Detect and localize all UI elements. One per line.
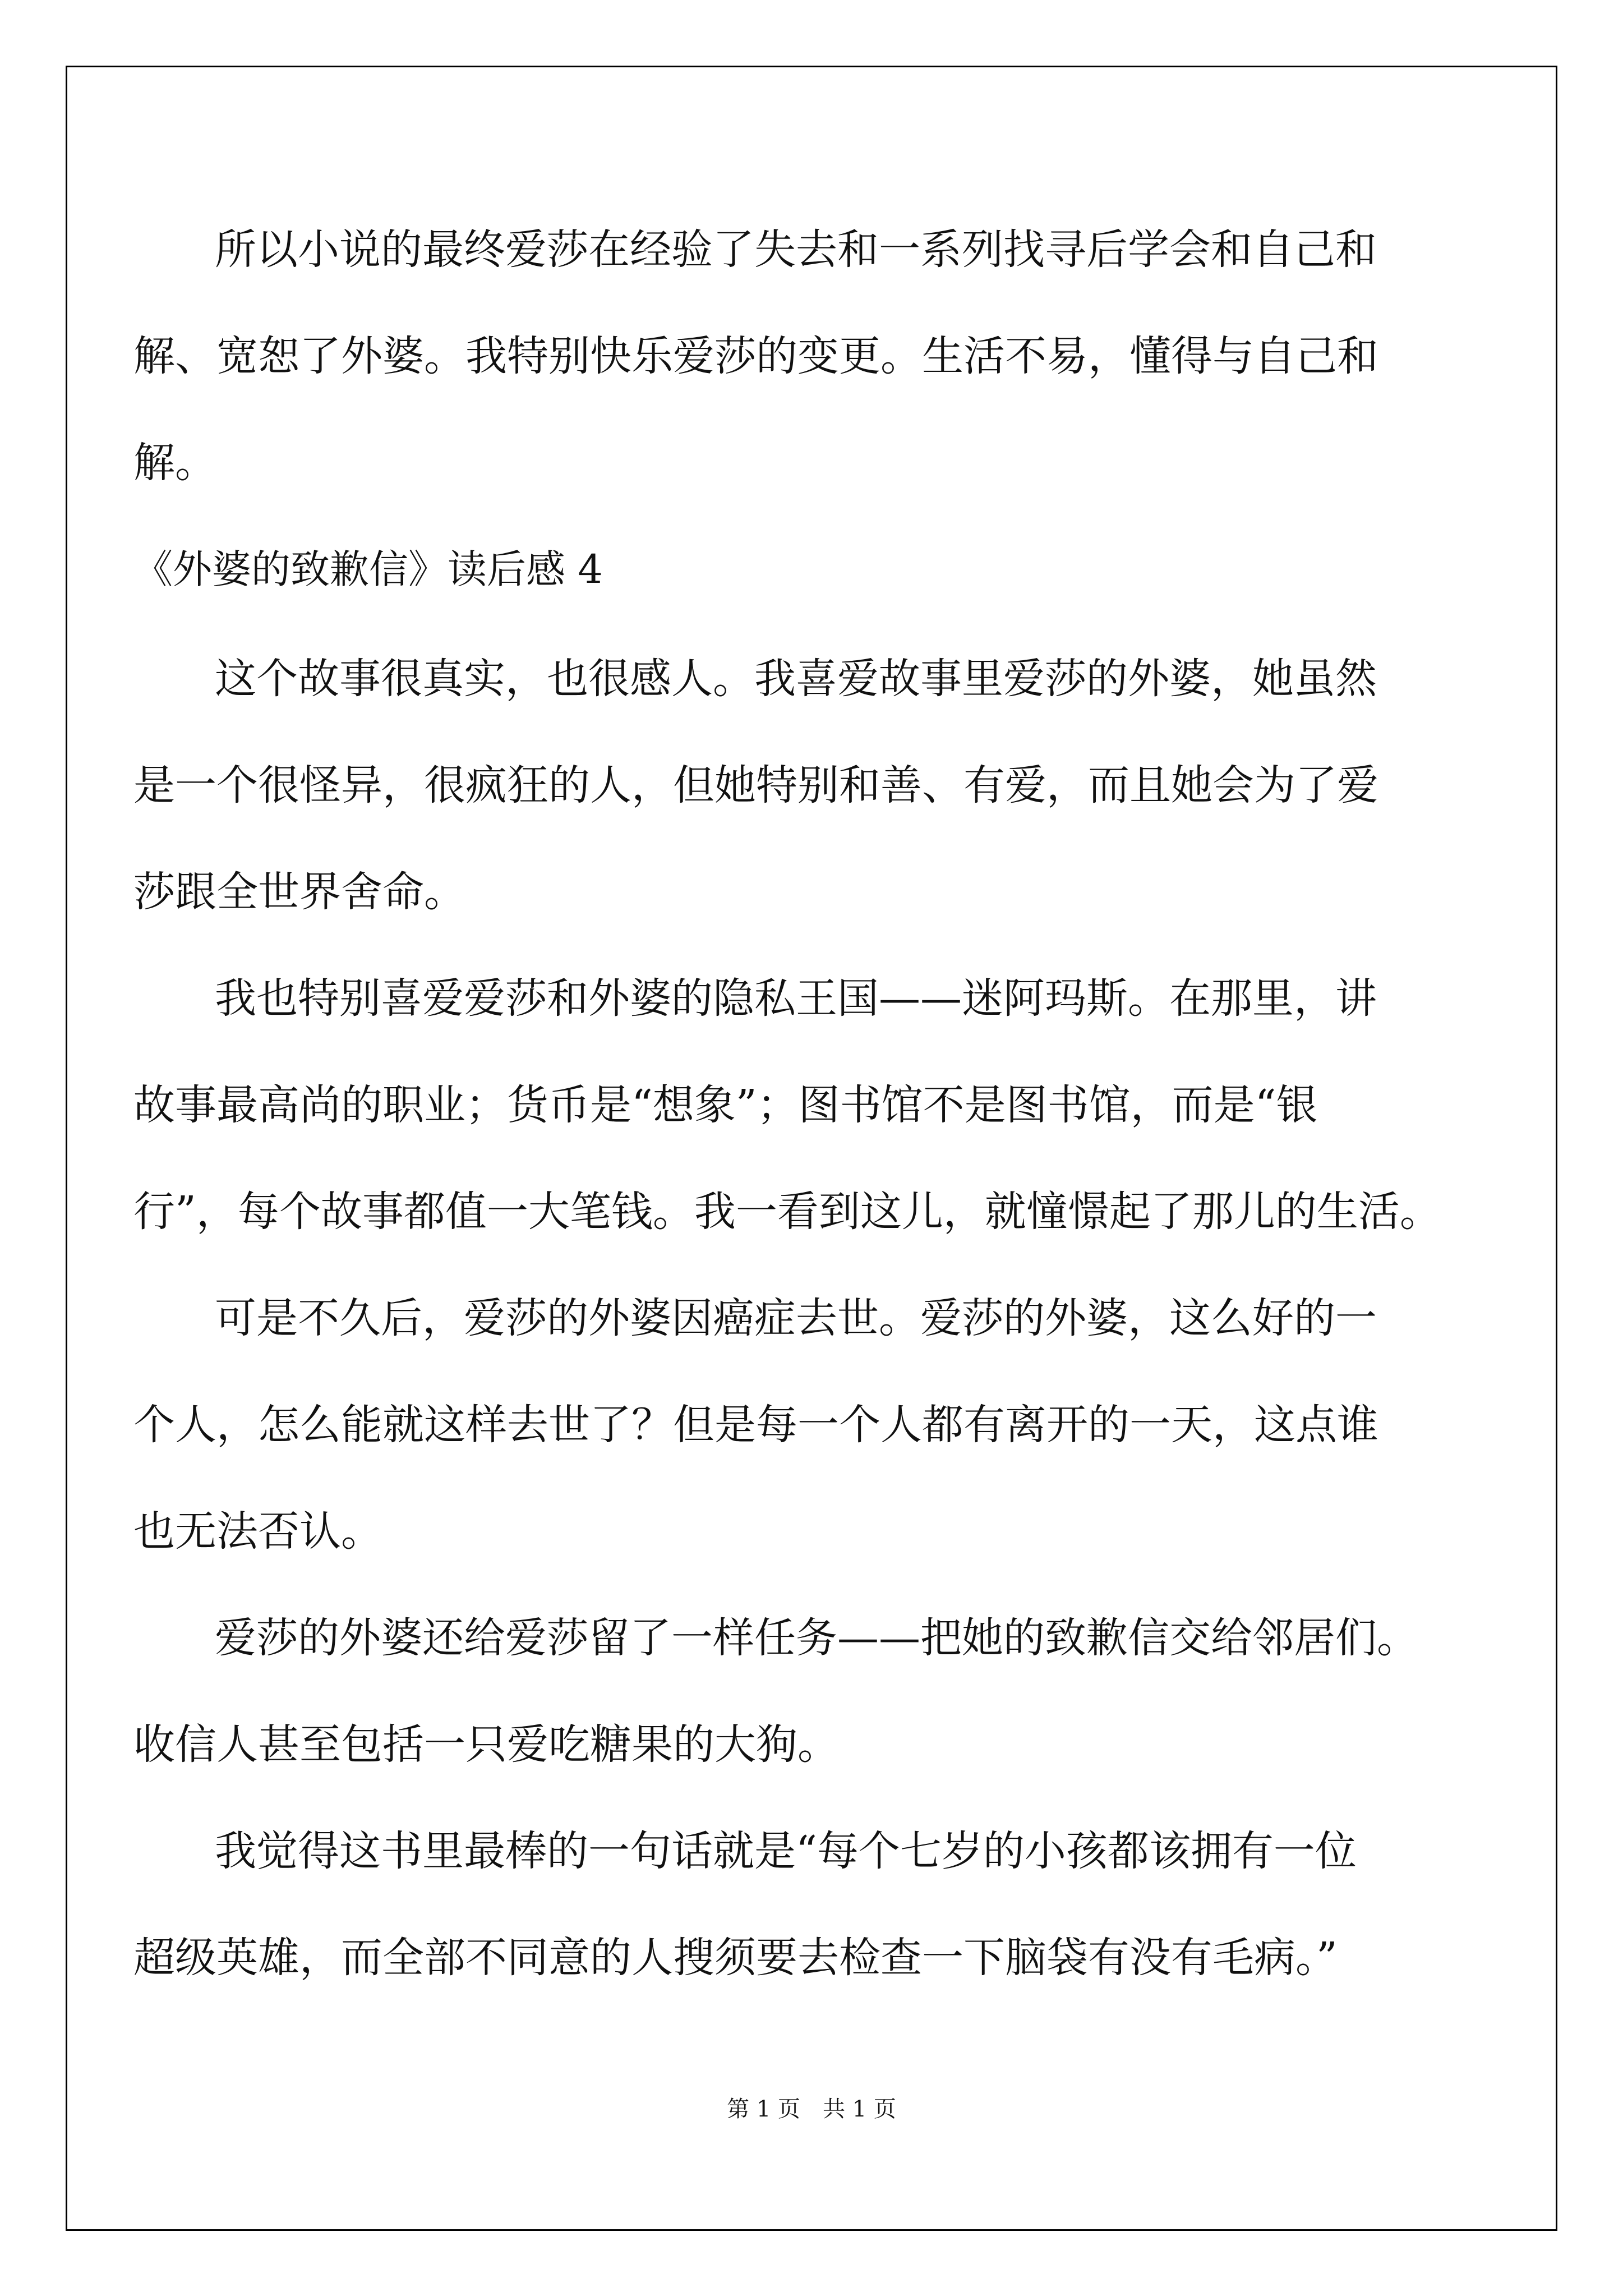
- paragraph-line: 超级英雄，而全部不同意的人搜须要去检查一下脑袋有没有毛病。”: [133, 1934, 1338, 1982]
- paragraph-line: 解、宽恕了外婆。我特别快乐爱莎的变更。生活不易，懂得与自己和: [133, 332, 1378, 380]
- paragraph-line: 解。: [133, 439, 216, 487]
- paragraph-line: 所以小说的最终爱莎在经验了失去和一系列找寻后学会和自己和: [215, 226, 1377, 274]
- paragraph-line: 这个故事很真实，也很感人。我喜爱故事里爱莎的外婆，她虽然: [215, 655, 1377, 703]
- page-total: 共 1 页: [823, 2096, 896, 2122]
- paragraph-line: 行”，每个故事都值一大笔钱。我一看到这儿，就憧憬起了那儿的生活。: [133, 1188, 1441, 1236]
- paragraph-line: 收信人甚至包括一只爱吃糖果的大狗。: [133, 1720, 839, 1769]
- paragraph-line: 我也特别喜爱爱莎和外婆的隐私王国——迷阿玛斯。在那里，讲: [215, 974, 1377, 1023]
- paragraph-line: 可是不久后，爱莎的外婆因癌症去世。爱莎的外婆，这么好的一: [215, 1294, 1377, 1342]
- paragraph-line: 也无法否认。: [133, 1507, 382, 1556]
- paragraph-line: 莎跟全世界舍命。: [133, 868, 465, 916]
- page-footer: [0, 2092, 1623, 2126]
- document-body: [133, 0, 1441, 2132]
- paragraph-line: 故事最高尚的职业；货币是“想象”；图书馆不是图书馆，而是“银: [133, 1081, 1318, 1129]
- paragraph-line: 我觉得这书里最棒的一句话就是“每个七岁的小孩都该拥有一位: [215, 1827, 1357, 1875]
- paragraph-line: 个人，怎么能就这样去世了？但是每一个人都有离开的一天，这点谁: [133, 1401, 1378, 1449]
- page-number: 第 1 页: [727, 2096, 800, 2122]
- section-heading: 《外婆的致歉信》读后感 4: [133, 546, 603, 592]
- paragraph-line: 是一个很怪异，很疯狂的人，但她特别和善、有爱，而且她会为了爱: [133, 761, 1378, 809]
- paragraph-line: 爱莎的外婆还给爱莎留了一样任务——把她的致歉信交给邻居们。: [215, 1614, 1418, 1662]
